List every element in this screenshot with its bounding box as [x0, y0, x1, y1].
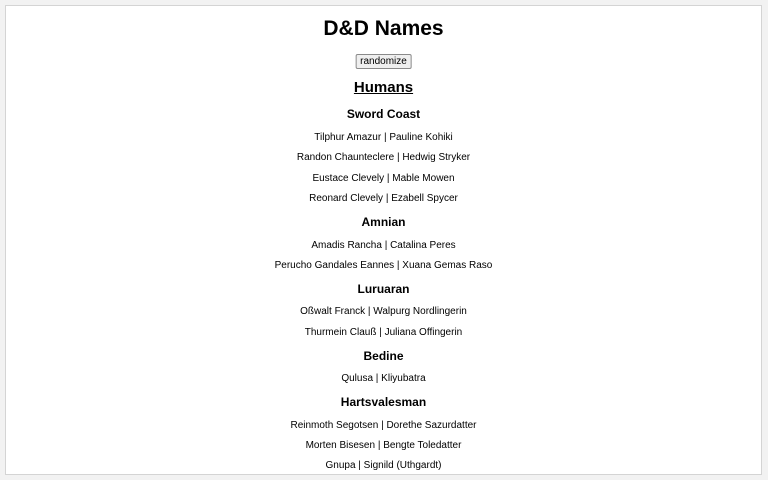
region-heading-luruaran: Luruaran	[357, 282, 410, 296]
region-heading-sword-coast: Sword Coast	[346, 107, 421, 121]
name-pair: Reonard Clevely | Ezabell Spycer	[309, 193, 458, 204]
name-pair: Amadis Rancha | Catalina Peres	[311, 240, 456, 251]
region-heading-bedine: Bedine	[363, 349, 404, 363]
page-title: D&D Names	[323, 17, 444, 40]
name-pair: Morten Bisesen | Bengte Toledatter	[305, 440, 462, 451]
region-heading-hartsvalesman: Hartsvalesman	[340, 395, 427, 409]
name-pair: Oßwalt Franck | Walpurg Nordlingerin	[300, 306, 467, 317]
name-pair: Randon Chaunteclere | Hedwig Stryker	[296, 152, 471, 163]
name-pair: Qulusa | Kliyubatra	[341, 373, 426, 384]
name-pair: Eustace Clevely | Mable Mowen	[312, 173, 455, 184]
name-pair: Gnupa | Signild (Uthgardt)	[325, 460, 442, 471]
name-pair: Perucho Gandales Eannes | Xuana Gemas Raso	[274, 260, 493, 271]
name-pair: Tilphur Amazur | Pauline Kohiki	[314, 132, 453, 143]
name-pair: Thurmein Clauß | Juliana Offingerin	[304, 327, 463, 338]
region-heading-amnian: Amnian	[361, 215, 406, 229]
page-frame	[5, 5, 762, 475]
section-title-humans: Humans	[353, 79, 414, 96]
name-pair: Reinmoth Segotsen | Dorethe Sazurdatter	[290, 420, 477, 431]
randomize-button[interactable]: randomize	[355, 54, 412, 69]
